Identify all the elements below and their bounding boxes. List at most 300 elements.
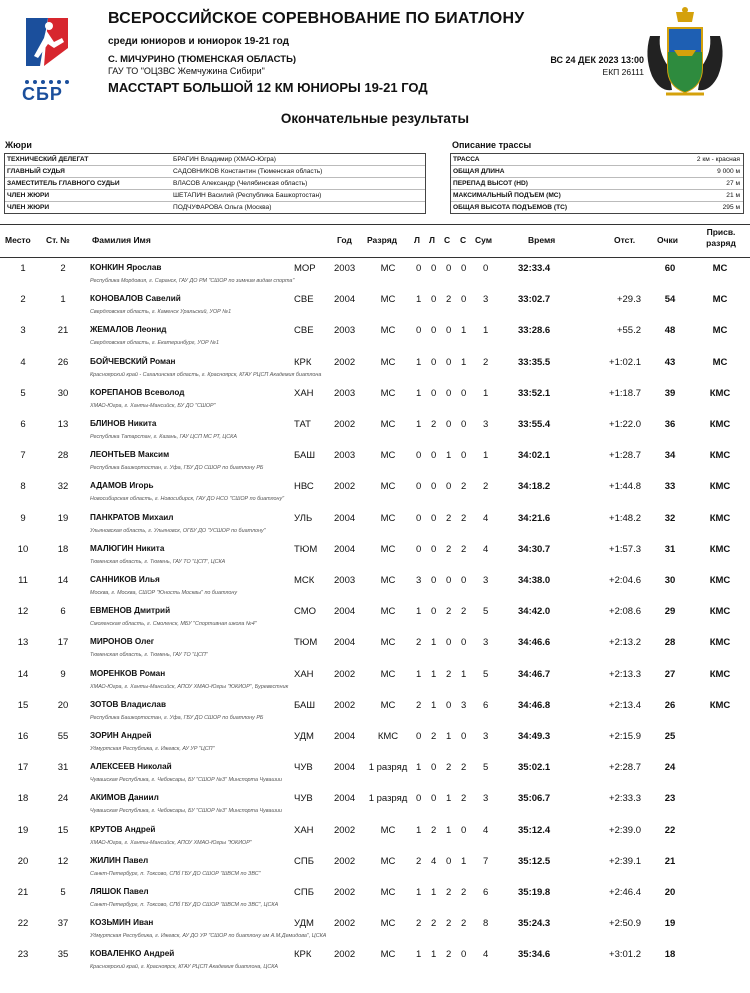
shoot-3: 2 xyxy=(446,887,452,898)
result-row xyxy=(0,663,750,694)
region-code: ТАТ xyxy=(294,419,311,430)
place: 10 xyxy=(17,543,29,555)
result-row xyxy=(0,787,750,818)
tyumen-crest-icon xyxy=(640,6,730,102)
result-time: 34:42.0 xyxy=(518,606,551,618)
region-code: СПБ xyxy=(294,887,314,898)
col-place: Место xyxy=(5,235,31,245)
shoot-4: 0 xyxy=(461,419,467,430)
year: 2002 xyxy=(334,949,356,961)
shoot-4: 0 xyxy=(461,294,467,306)
time-behind: +2:28.7 xyxy=(609,762,641,774)
awarded-rank: КМС xyxy=(709,450,731,462)
shoot-sum: 8 xyxy=(483,918,489,930)
course-label: ОБЩАЯ ВЫСОТА ПОДЪЕМОВ (TC) xyxy=(453,204,568,211)
result-time: 35:24.3 xyxy=(518,918,551,930)
result-row xyxy=(0,444,750,475)
points: 22 xyxy=(664,824,676,836)
time-behind: +29.3 xyxy=(616,294,641,306)
result-time: 35:06.7 xyxy=(518,793,551,805)
result-time: 34:21.6 xyxy=(518,512,551,524)
year: 2002 xyxy=(334,918,356,930)
time-behind: +1:18.7 xyxy=(609,387,641,399)
place: 6 xyxy=(20,419,26,430)
athlete-region: Санкт-Петербург, п. Токсово, СПб ГБУ ДО СШОР "ШВСМ по ЗВС", ЦСКА xyxy=(90,902,279,908)
year: 2003 xyxy=(334,450,356,462)
shoot-1: 0 xyxy=(416,263,422,274)
shoot-sum: 5 xyxy=(483,668,489,680)
athlete-region: Тюменская область, г. Тюмень, ГАУ ТО "ЦСП" xyxy=(90,652,208,659)
rank: МС xyxy=(380,668,396,680)
shoot-sum: 3 xyxy=(483,637,489,649)
year: 2002 xyxy=(334,824,356,836)
points: 54 xyxy=(664,294,676,306)
shoot-2: 0 xyxy=(431,294,437,306)
rank: МС xyxy=(380,512,396,524)
athlete-region: Удмуртская Республика, г. Ижевск, АУ ДО УР "СШОР по биатлону им А.М.Демидова", ЦСКА xyxy=(90,933,327,940)
region-code: НВС xyxy=(294,481,314,493)
athlete-name: ЗОРИН Андрей xyxy=(90,731,152,740)
jury-role: ЧЛЕН ЖЮРИ xyxy=(7,204,50,211)
shoot-1: 0 xyxy=(416,731,422,742)
shoot-1: 0 xyxy=(416,481,422,493)
shoot-3: 2 xyxy=(446,918,452,930)
result-time: 34:46.7 xyxy=(518,668,551,680)
col-rank: Разряд xyxy=(367,235,398,245)
jury-role: ГЛАВНЫЙ СУДЬЯ xyxy=(7,168,65,175)
result-time: 34:46.8 xyxy=(518,699,551,711)
result-row xyxy=(0,351,750,382)
shoot-1: 1 xyxy=(416,668,422,680)
time-behind: +55.2 xyxy=(616,325,641,337)
rank: МС xyxy=(380,450,396,462)
year: 2004 xyxy=(334,543,356,555)
shoot-2: 0 xyxy=(431,356,437,368)
race-title: МАССТАРТ БОЛЬШОЙ 12 КМ ЮНИОРЫ 19-21 ГОД xyxy=(108,80,428,95)
athlete-region: Республика Башкортостан, г. Уфа, ГБУ ДО СШОР по биатлону РБ xyxy=(90,714,264,721)
points: 43 xyxy=(664,356,676,368)
shoot-sum: 6 xyxy=(483,699,489,711)
shoot-4: 0 xyxy=(461,637,467,649)
jury-name: БРАГИН Владимир (ХМАО-Югра) xyxy=(173,156,277,163)
region-code: ЧУВ xyxy=(294,793,313,805)
result-row xyxy=(0,819,750,850)
final-results-title: Окончательные результаты xyxy=(280,111,470,126)
place: 21 xyxy=(17,887,29,898)
shoot-3: 2 xyxy=(446,949,452,961)
shoot-3: 0 xyxy=(446,481,452,493)
region-code: СПБ xyxy=(294,855,314,867)
athlete-name: АДАМОВ Игорь xyxy=(90,481,154,491)
points: 19 xyxy=(664,918,676,930)
result-time: 34:02.1 xyxy=(518,450,551,462)
bib: 24 xyxy=(57,793,69,805)
bib: 15 xyxy=(57,824,69,836)
result-row xyxy=(0,631,750,662)
result-time: 33:55.4 xyxy=(518,419,551,430)
shoot-1: 2 xyxy=(416,699,422,711)
course-row xyxy=(451,178,743,190)
athlete-name: ЕВМЕНОВ Дмитрий xyxy=(90,606,171,616)
points: 32 xyxy=(664,512,676,524)
shoot-3: 0 xyxy=(446,855,452,867)
shoot-sum: 4 xyxy=(483,949,489,961)
place: 8 xyxy=(20,481,26,493)
year: 2002 xyxy=(334,855,356,867)
rank: МС xyxy=(380,824,396,836)
rank: МС xyxy=(380,949,396,961)
athlete-name: ЛЯШОК Павел xyxy=(90,887,149,896)
shoot-2: 0 xyxy=(431,575,437,586)
shoot-sum: 3 xyxy=(483,294,489,306)
shoot-4: 0 xyxy=(461,263,467,274)
shoot-2: 1 xyxy=(431,699,437,711)
place: 7 xyxy=(20,450,26,462)
course-title: Описание трассы xyxy=(452,140,532,150)
athlete-region: Удмуртская Республика, г. Ижевск, АУ УР "ЦСП" xyxy=(90,746,215,752)
points: 30 xyxy=(664,575,676,586)
shoot-2: 1 xyxy=(431,637,437,649)
result-time: 32:33.4 xyxy=(518,263,551,274)
athlete-region: Красноярский край - Сахалинская область, г. Красноярск, КГАУ РЦСП Академия биатлона xyxy=(90,371,322,378)
place: 9 xyxy=(20,512,26,524)
course-value: 9 000 м xyxy=(717,168,740,175)
bib: 31 xyxy=(57,762,69,774)
time-behind: +2:46.4 xyxy=(609,887,641,898)
bib: 28 xyxy=(57,450,69,462)
time-behind: +2:39.1 xyxy=(609,855,641,867)
shoot-sum: 6 xyxy=(483,887,489,898)
bib: 9 xyxy=(60,668,66,680)
rank: МС xyxy=(380,918,396,930)
col-shoot-3: С xyxy=(444,235,451,245)
shoot-3: 0 xyxy=(446,699,452,711)
time-behind: +2:39.0 xyxy=(609,824,641,836)
athlete-region: Ульяновская область, г. Ульяновск, ОГБУ ДО "УСШОР по биатлону" xyxy=(90,527,266,534)
region-code: МОР xyxy=(294,263,316,274)
athlete-name: МОРЕНКОВ Роман xyxy=(90,668,166,678)
shoot-1: 2 xyxy=(416,918,422,930)
time-behind: +1:44.8 xyxy=(609,481,641,493)
shoot-2: 1 xyxy=(431,668,437,680)
shoot-4: 2 xyxy=(461,512,467,524)
time-behind: +1:28.7 xyxy=(609,450,641,462)
athlete-region: Свердловская область, г. Каменск Уральский, УОР №1 xyxy=(90,309,232,316)
shoot-sum: 3 xyxy=(483,419,489,430)
rank: 1 разряд xyxy=(368,762,408,774)
shoot-2: 2 xyxy=(431,419,437,430)
region-code: УДМ xyxy=(294,731,314,742)
event-date: ВС 24 ДЕК 2023 13:00 xyxy=(550,55,644,65)
awarded-rank: КМС xyxy=(709,637,731,649)
course-row xyxy=(451,166,743,178)
shoot-1: 1 xyxy=(416,824,422,836)
place: 23 xyxy=(17,949,29,961)
athlete-name: КОЗЬМИН Иван xyxy=(90,918,154,928)
place: 2 xyxy=(20,294,26,306)
awarded-rank: КМС xyxy=(709,668,731,680)
result-time: 35:02.1 xyxy=(518,762,551,774)
region-code: ХАН xyxy=(294,668,314,680)
points: 26 xyxy=(664,699,676,711)
athlete-region: Чувашская Республика, г. Чебоксары, БУ "СШОР №3" Минспорта Чувашии xyxy=(90,808,282,815)
athlete-name: КОРЕПАНОВ Всеволод xyxy=(90,387,185,397)
shoot-3: 1 xyxy=(446,731,452,742)
year: 2002 xyxy=(334,699,356,711)
bib: 32 xyxy=(57,481,69,493)
col-name: Фамилия Имя xyxy=(92,235,151,245)
shoot-1: 1 xyxy=(416,762,422,774)
rank: 1 разряд xyxy=(368,793,408,805)
shoot-sum: 7 xyxy=(483,855,489,867)
result-time: 35:12.4 xyxy=(518,824,551,836)
year: 2002 xyxy=(334,419,356,430)
shoot-2: 0 xyxy=(431,606,437,618)
region-code: ХАН xyxy=(294,824,314,836)
jury-name: ВЛАСОВ Александр (Челябинская область) xyxy=(173,180,308,187)
athlete-region: ХМАО-Югра, г. Ханты-Мансийск, БУ ДО "СШОР" xyxy=(90,402,216,409)
rank: МС xyxy=(380,387,396,399)
shoot-2: 0 xyxy=(431,543,437,555)
athlete-name: МАЛЮГИН Никита xyxy=(90,543,165,553)
shoot-2: 0 xyxy=(431,793,437,805)
athlete-name: КОНКИН Ярослав xyxy=(90,263,162,272)
col-bib: Ст. № xyxy=(46,235,70,245)
result-row xyxy=(0,756,750,787)
year: 2002 xyxy=(334,481,356,493)
region-code: УЛЬ xyxy=(294,512,313,524)
shoot-3: 1 xyxy=(446,793,452,805)
course-label: МАКСИМАЛЬНЫЙ ПОДЪЕМ (MC) xyxy=(453,192,561,199)
bib: 19 xyxy=(57,512,69,524)
jury-role: ЗАМЕСТИТЕЛЬ ГЛАВНОГО СУДЬИ xyxy=(7,180,120,187)
result-row xyxy=(0,881,750,912)
shoot-3: 0 xyxy=(446,575,452,586)
athlete-region: Тюменская область, г. Тюмень, ГАУ ТО "ЦСП", ЦСКА xyxy=(90,558,226,565)
year: 2002 xyxy=(334,356,356,368)
time-behind: +2:13.3 xyxy=(609,668,641,680)
result-row xyxy=(0,507,750,538)
shoot-1: 1 xyxy=(416,294,422,306)
shoot-3: 2 xyxy=(446,668,452,680)
shoot-4: 3 xyxy=(461,699,467,711)
year: 2003 xyxy=(334,575,356,586)
course-label: ТРАССА xyxy=(453,156,480,163)
bib: 30 xyxy=(57,387,69,399)
col-shoot-4: С xyxy=(460,235,467,245)
shoot-4: 1 xyxy=(461,668,467,680)
time-behind: +2:50.9 xyxy=(609,918,641,930)
rank: МС xyxy=(380,419,396,430)
athlete-region: Новосибирская область, г. Новосибирск, ГАУ ДО НСО "СШОР по биатлону" xyxy=(90,496,285,503)
shoot-sum: 5 xyxy=(483,762,489,774)
course-table xyxy=(450,153,744,214)
place: 13 xyxy=(17,637,29,649)
region-code: БАШ xyxy=(294,699,316,711)
bib: 1 xyxy=(60,294,66,306)
region-code: МСК xyxy=(294,575,315,586)
region-code: КРК xyxy=(294,356,312,368)
shoot-4: 2 xyxy=(461,543,467,555)
place: 14 xyxy=(17,668,29,680)
shoot-4: 0 xyxy=(461,575,467,586)
result-row xyxy=(0,382,750,413)
jury-table xyxy=(4,153,426,214)
result-time: 33:35.5 xyxy=(518,356,551,368)
result-time: 35:12.5 xyxy=(518,855,551,867)
results-header xyxy=(0,224,750,258)
athlete-region: Красноярский край, г. Красноярск, КГАУ РЦСП Академия биатлона, ЦСКА xyxy=(90,964,279,971)
athlete-name: ЗОТОВ Владислав xyxy=(90,699,166,709)
jury-name: ШЕТАПИН Василий (Республика Башкортостан) xyxy=(173,192,322,199)
shoot-3: 0 xyxy=(446,263,452,274)
athlete-name: БОЙЧЕВСКИЙ Роман xyxy=(90,356,176,366)
shoot-1: 1 xyxy=(416,356,422,368)
shoot-sum: 1 xyxy=(483,450,489,462)
event-venue: С. МИЧУРИНО (ТЮМЕНСКАЯ ОБЛАСТЬ) xyxy=(108,54,297,65)
shoot-2: 2 xyxy=(431,918,437,930)
awarded-rank: КМС xyxy=(709,419,731,430)
rank: МС xyxy=(380,637,396,649)
shoot-sum: 3 xyxy=(483,793,489,805)
shoot-sum: 3 xyxy=(483,731,489,742)
year: 2003 xyxy=(334,263,356,274)
year: 2004 xyxy=(334,731,356,742)
shoot-2: 0 xyxy=(431,512,437,524)
shoot-2: 0 xyxy=(431,450,437,462)
awarded-rank: МС xyxy=(712,294,728,306)
jury-name: САДОВНИКОВ Константин (Тюменская область) xyxy=(173,168,323,175)
awarded-rank: МС xyxy=(712,356,728,368)
athlete-region: Чувашская Республика, г. Чебоксары, БУ "СШОР №3" Минспорта Чувашии xyxy=(90,777,282,784)
points: 31 xyxy=(664,543,676,555)
result-row xyxy=(0,850,750,881)
year: 2004 xyxy=(334,793,356,805)
shoot-2: 4 xyxy=(431,855,437,867)
shoot-3: 2 xyxy=(446,762,452,774)
points: 39 xyxy=(664,387,676,399)
course-value: 21 м xyxy=(726,192,740,199)
shoot-4: 1 xyxy=(461,855,467,867)
athlete-name: ЖЕМАЛОВ Леонид xyxy=(90,325,167,335)
event-ekp: ЕКП 26111 xyxy=(602,67,644,77)
shoot-sum: 3 xyxy=(483,575,489,586)
course-value: 27 м xyxy=(726,180,740,187)
col-shoot-1: Л xyxy=(414,235,420,245)
shoot-1: 1 xyxy=(416,419,422,430)
shoot-3: 0 xyxy=(446,637,452,649)
points: 29 xyxy=(664,606,676,618)
region-code: ТЮМ xyxy=(294,637,318,649)
rank: КМС xyxy=(377,731,399,742)
shoot-sum: 0 xyxy=(483,263,489,274)
region-code: СВЕ xyxy=(294,325,314,337)
jury-role: ЧЛЕН ЖЮРИ xyxy=(7,192,50,199)
bib: 35 xyxy=(57,949,69,961)
course-value: 295 м xyxy=(722,204,740,211)
awarded-rank: КМС xyxy=(709,699,731,711)
points: 60 xyxy=(664,263,676,274)
bib: 13 xyxy=(57,419,69,430)
year: 2003 xyxy=(334,387,356,399)
shoot-4: 0 xyxy=(461,949,467,961)
bib: 18 xyxy=(57,543,69,555)
place: 1 xyxy=(20,263,26,274)
course-row xyxy=(451,190,743,202)
result-time: 35:19.8 xyxy=(518,887,551,898)
logo-text: СБР xyxy=(22,84,63,104)
athlete-name: КРУТОВ Андрей xyxy=(90,824,156,834)
athlete-region: Республика Татарстан, г. Казань, ГАУ ЦСП МС РТ, ЦСКА xyxy=(90,434,237,440)
athlete-name: КОВАЛЕНКО Андрей xyxy=(90,949,175,959)
shoot-sum: 2 xyxy=(483,481,489,493)
time-behind: +1:48.2 xyxy=(609,512,641,524)
shoot-2: 0 xyxy=(431,325,437,337)
rank: МС xyxy=(380,356,396,368)
shoot-2: 0 xyxy=(431,263,437,274)
result-time: 33:02.7 xyxy=(518,294,551,306)
awarded-rank: КМС xyxy=(709,481,731,493)
shoot-4: 0 xyxy=(461,450,467,462)
athlete-region: Москва, г. Москва, СШОР "Юность Москвы" по биатлону xyxy=(90,590,238,596)
place: 5 xyxy=(20,387,26,399)
points: 20 xyxy=(664,887,676,898)
points: 18 xyxy=(664,949,676,961)
jury-row xyxy=(5,190,425,202)
shoot-4: 0 xyxy=(461,731,467,742)
result-time: 34:46.6 xyxy=(518,637,551,649)
year: 2004 xyxy=(334,512,356,524)
region-code: УДМ xyxy=(294,918,314,930)
rank: МС xyxy=(380,855,396,867)
shoot-3: 0 xyxy=(446,356,452,368)
shoot-1: 0 xyxy=(416,793,422,805)
course-label: ПЕРЕПАД ВЫСОТ (HD) xyxy=(453,180,528,187)
athlete-name: САННИКОВ Илья xyxy=(90,575,160,584)
athlete-region: Республика Мордовия, г. Саранск, ГАУ ДО РМ "СШОР по зимним видам спорта" xyxy=(90,278,295,284)
year: 2002 xyxy=(334,668,356,680)
result-row xyxy=(0,943,750,974)
rank: МС xyxy=(380,543,396,555)
place: 17 xyxy=(17,762,29,774)
event-title: ВСЕРОССИЙСКОЕ СОРЕВНОВАНИЕ ПО БИАТЛОНУ xyxy=(108,10,525,27)
athlete-name: БЛИНОВ Никита xyxy=(90,419,157,428)
time-behind: +2:13.4 xyxy=(609,699,641,711)
result-row xyxy=(0,288,750,319)
sbr-logo xyxy=(18,8,76,104)
shoot-sum: 2 xyxy=(483,356,489,368)
points: 27 xyxy=(664,668,676,680)
col-year: Год xyxy=(337,235,352,245)
bib: 37 xyxy=(57,918,69,930)
shoot-3: 2 xyxy=(446,294,452,306)
result-time: 34:30.7 xyxy=(518,543,551,555)
bib: 17 xyxy=(57,637,69,649)
shoot-sum: 4 xyxy=(483,824,489,836)
athlete-name: АЛЕКСЕЕВ Николай xyxy=(90,762,172,772)
place: 16 xyxy=(17,731,29,742)
result-row xyxy=(0,257,750,288)
shoot-2: 0 xyxy=(431,762,437,774)
shoot-3: 1 xyxy=(446,824,452,836)
jury-row xyxy=(5,202,425,213)
shoot-2: 1 xyxy=(431,887,437,898)
shoot-1: 1 xyxy=(416,606,422,618)
athlete-region: Санкт-Петербург, п. Токсово, СПб ГБУ ДО СШОР "ШВСМ по ЗВС" xyxy=(90,870,261,877)
place: 3 xyxy=(20,325,26,337)
time-behind: +2:04.6 xyxy=(609,575,641,586)
awarded-rank: КМС xyxy=(709,512,731,524)
